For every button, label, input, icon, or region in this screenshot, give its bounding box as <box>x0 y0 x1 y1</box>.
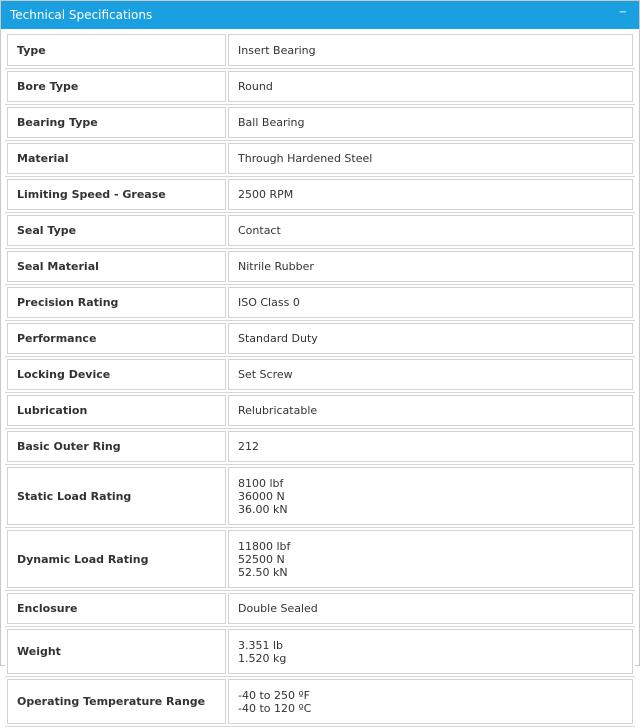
spec-label: Locking Device <box>7 359 226 390</box>
spec-row <box>5 105 635 141</box>
spec-label: Type <box>7 34 226 66</box>
spec-value-line: Ball Bearing <box>238 116 305 129</box>
spec-row <box>5 677 635 727</box>
spec-value-line: 8100 lbf <box>238 476 284 490</box>
spec-value-line: 52.50 kN <box>238 565 288 579</box>
spec-row <box>5 177 635 213</box>
spec-value <box>228 530 633 588</box>
spec-value-line: 2500 RPM <box>238 188 294 201</box>
spec-value <box>228 215 633 246</box>
spec-value-line: 1.520 kg <box>238 651 287 665</box>
spec-value-line: ISO Class 0 <box>238 296 300 309</box>
spec-value <box>228 629 633 674</box>
spec-value-line: Relubricatable <box>238 404 318 417</box>
spec-value-line: 11800 lbf <box>238 539 291 553</box>
spec-value <box>228 431 633 462</box>
spec-label: Material <box>7 143 226 174</box>
spec-value-line: Set Screw <box>238 368 293 381</box>
spec-label: Operating Temperature Range <box>7 679 226 724</box>
spec-value-line: 36.00 kN <box>238 502 288 516</box>
spec-label: Precision Rating <box>7 287 226 318</box>
spec-value-line: 3.351 lb <box>238 638 284 652</box>
spec-value <box>228 679 633 724</box>
spec-row <box>5 141 635 177</box>
spec-value-line: Nitrile Rubber <box>238 260 314 273</box>
spec-row <box>5 393 635 429</box>
spec-label: Seal Material <box>7 251 226 282</box>
panel-title: Technical Specifications <box>10 8 153 22</box>
spec-value-line: Through Hardened Steel <box>238 152 373 165</box>
spec-row <box>5 357 635 393</box>
spec-value-line: -40 to 250 ºF <box>238 688 311 702</box>
spec-row <box>5 285 635 321</box>
spec-label: Seal Type <box>7 215 226 246</box>
collapse-icon[interactable]: − <box>618 7 628 18</box>
spec-value-line: 52500 N <box>238 552 285 566</box>
panel-header[interactable] <box>1 1 639 29</box>
spec-label: Lubrication <box>7 395 226 426</box>
spec-value-line: Standard Duty <box>238 332 318 345</box>
spec-row <box>5 321 635 357</box>
spec-value-line: -40 to 120 ºC <box>238 701 312 715</box>
spec-label: Basic Outer Ring <box>7 431 226 462</box>
spec-label: Performance <box>7 323 226 354</box>
spec-row <box>5 429 635 465</box>
spec-label: Weight <box>7 629 226 674</box>
spec-value <box>228 593 633 624</box>
spec-label: Static Load Rating <box>7 467 226 525</box>
spec-row <box>5 32 635 69</box>
spec-row <box>5 69 635 105</box>
spec-row <box>5 627 635 677</box>
spec-value <box>228 287 633 318</box>
spec-label: Bore Type <box>7 71 226 102</box>
spec-value-line: Insert Bearing <box>238 43 316 57</box>
spec-value-line: Double Sealed <box>238 602 318 615</box>
spec-value-line: Contact <box>238 224 281 237</box>
spec-value <box>228 34 633 66</box>
spec-row <box>5 213 635 249</box>
spec-label: Dynamic Load Rating <box>7 530 226 588</box>
spec-value <box>228 251 633 282</box>
spec-row <box>5 465 635 528</box>
spec-value-line: Round <box>238 80 273 93</box>
spec-value <box>228 107 633 138</box>
spec-value <box>228 143 633 174</box>
spec-value <box>228 359 633 390</box>
spec-value-line: 36000 N <box>238 489 285 503</box>
spec-value <box>228 395 633 426</box>
spec-label: Limiting Speed - Grease <box>7 179 226 210</box>
spec-table <box>1 29 639 727</box>
spec-row <box>5 591 635 627</box>
spec-value <box>228 467 633 525</box>
spec-value-line: 212 <box>238 440 259 453</box>
spec-row <box>5 528 635 591</box>
spec-row <box>5 249 635 285</box>
spec-value <box>228 323 633 354</box>
spec-label: Bearing Type <box>7 107 226 138</box>
spec-value <box>228 179 633 210</box>
spec-value <box>228 71 633 102</box>
spec-label: Enclosure <box>7 593 226 624</box>
